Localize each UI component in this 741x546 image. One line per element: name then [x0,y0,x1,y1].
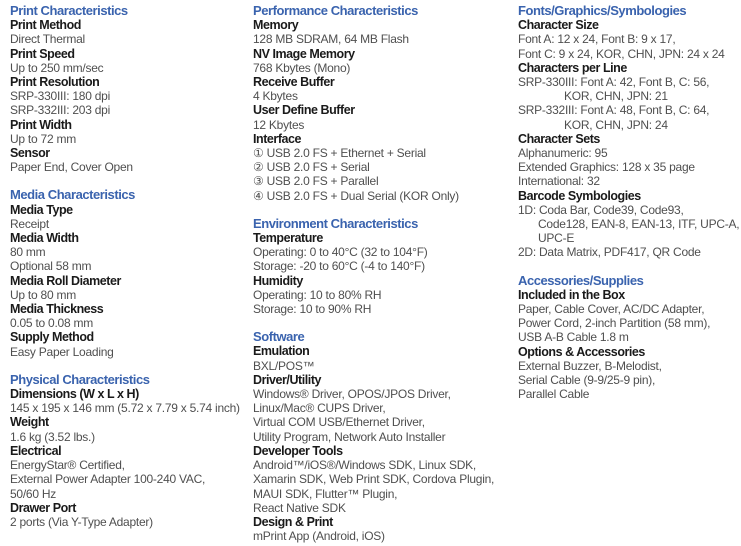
spec-value-line: External Power Adapter 100-240 VAC, [10,472,206,487]
spec-label: Humidity [253,273,303,288]
spec-value-line: Power Cord, 2-inch Partition (58 mm), [518,316,711,331]
spec-value-line: 80 mm [10,245,46,260]
spec-value-line: Receipt [10,216,49,231]
spec-value-line: EnergyStar® Certified, [10,458,125,473]
spec-value-line: Up to 72 mm [10,131,76,146]
spec-value-line: Utility Program, Network Auto Installer [253,429,446,444]
spec-value-line: 2 ports (Via Y-Type Adapter) [10,514,153,529]
spec-section [10,373,253,529]
spec-value-line: Operating: 10 to 80% RH [253,287,382,302]
spec-label: Print Width [10,117,72,132]
spec-column-right [518,4,741,415]
spec-label: Design & Print [253,514,333,529]
spec-label: Character Sets [518,131,600,146]
spec-value-line: SRP-332III: 203 dpi [10,103,110,118]
spec-label: Characters per Line [518,60,627,75]
spec-value-line: Operating: 0 to 40°C (32 to 104°F) [253,245,428,260]
spec-section [518,274,741,402]
section-title: Media Characteristics [10,187,135,203]
spec-label: Interface [253,131,302,146]
spec-value-line: USB A-B Cable 1.8 m [518,330,629,345]
spec-value-line: ② USB 2.0 FS + Serial [253,160,370,175]
spec-value-line: Code128, EAN-8, EAN-13, ITF, UPC-A, [538,217,740,232]
spec-column-left [10,4,253,543]
spec-label: Drawer Port [10,500,76,515]
spec-value-line: SRP-330III: 180 dpi [10,89,110,104]
spec-label: Media Thickness [10,302,104,317]
spec-value-line: 2D: Data Matrix, PDF417, QR Code [518,245,701,260]
spec-value-line: 768 Kbytes (Mono) [253,60,351,75]
section-title: Accessories/Supplies [518,272,644,288]
spec-label: Developer Tools [253,443,343,458]
spec-section [10,4,253,174]
spec-label: Weight [10,415,49,430]
spec-label: Electrical [10,443,62,458]
section-title: Performance Characteristics [253,3,418,18]
section-title: Fonts/Graphics/Symbologies [518,3,687,18]
spec-value-line: ① USB 2.0 FS + Ethernet + Serial [253,146,426,161]
spec-value-line: ④ USB 2.0 FS + Dual Serial (KOR Only) [253,188,459,203]
spec-label: Options & Accessories [518,344,645,359]
spec-value-line: 0.05 to 0.08 mm [10,316,93,331]
spec-label: Media Type [10,202,73,217]
spec-value-line: SRP-330III: Font A: 42, Font B, C: 56, [518,75,710,90]
spec-value-line: Android™/iOS®/Windows SDK, Linux SDK, [253,458,477,473]
spec-value-line: Linux/Mac® CUPS Driver, [253,401,386,416]
spec-label: Dimensions (W x L x H) [10,387,139,402]
spec-value-line: KOR, CHN, JPN: 24 [564,117,668,132]
spec-value-line: Alphanumeric: 95 [518,146,608,161]
spec-value-line: SRP-332III: Font A: 48, Font B, C: 64, [518,103,710,118]
spec-value-line: Extended Graphics: 128 x 35 page [518,160,695,175]
spec-value-line: KOR, CHN, JPN: 21 [564,89,668,104]
spec-value-line: 4 Kbytes [253,89,298,104]
spec-section [253,4,511,203]
spec-value-line: Easy Paper Loading [10,344,114,359]
section-title: Environment Characteristics [253,215,418,231]
spec-value-line: Up to 80 mm [10,287,76,302]
spec-value-line: React Native SDK [253,500,346,515]
spec-label: Barcode Symbologies [518,188,641,203]
spec-value-line: International: 32 [518,174,600,189]
spec-section [518,4,741,260]
spec-value-line: MAUI SDK, Flutter™ Plugin, [253,486,398,501]
spec-value-line: Optional 58 mm [10,259,92,274]
spec-label: Memory [253,18,299,33]
spec-value-line: Paper, Cable Cover, AC/DC Adapter, [518,302,705,317]
spec-value-line: Font A: 12 x 24, Font B: 9 x 17, [518,32,676,47]
spec-label: Emulation [253,344,310,359]
spec-section [253,330,511,543]
spec-section [253,217,511,316]
spec-value-line: 128 MB SDRAM, 64 MB Flash [253,32,409,47]
spec-label: User Define Buffer [253,103,355,118]
spec-value-line: Windows® Driver, OPOS/JPOS Driver, [253,387,451,402]
spec-value-line: External Buzzer, B-Melodist, [518,358,662,373]
spec-value-line: 12 Kbytes [253,117,305,132]
spec-label: Character Size [518,18,599,33]
spec-value-line: mPrint App (Android, iOS) [253,529,385,544]
spec-column-middle [253,4,511,546]
spec-value-line: Font C: 9 x 24, KOR, CHN, JPN: 24 x 24 [518,46,725,61]
spec-value-line: Paper End, Cover Open [10,160,133,175]
spec-value-line: Xamarin SDK, Web Print SDK, Cordova Plugin, [253,472,495,487]
spec-label: Media Width [10,231,79,246]
spec-value-line: 1.6 kg (3.52 lbs.) [10,429,95,444]
spec-label: NV Image Memory [253,46,355,61]
spec-value-line: 1D: Coda Bar, Code39, Code93, [518,202,684,217]
spec-label: Print Resolution [10,75,100,90]
spec-value-line: BXL/POS™ [253,358,315,373]
spec-label: Driver/Utility [253,372,322,387]
spec-label: Supply Method [10,330,94,345]
spec-label: Media Roll Diameter [10,273,121,288]
spec-section [10,188,253,358]
spec-value-line: Direct Thermal [10,32,85,47]
spec-value-line: Storage: 10 to 90% RH [253,302,372,317]
spec-value-line: Serial Cable (9-9/25-9 pin), [518,373,656,388]
spec-value-line: 145 x 195 x 146 mm (5.72 x 7.79 x 5.74 inch) [10,401,240,416]
spec-label: Temperature [253,231,323,246]
section-title: Print Characteristics [10,3,128,18]
spec-value-line: Parallel Cable [518,387,590,402]
spec-label: Sensor [10,146,50,161]
section-title: Physical Characteristics [10,371,150,387]
spec-label: Receive Buffer [253,75,335,90]
spec-value-line: 50/60 Hz [10,486,57,501]
spec-value-line: ③ USB 2.0 FS + Parallel [253,174,379,189]
spec-value-line: Storage: -20 to 60°C (-4 to 140°F) [253,259,425,274]
spec-value-line: Virtual COM USB/Ethernet Driver, [253,415,425,430]
spec-label: Print Speed [10,46,75,61]
spec-label: Print Method [10,18,81,33]
spec-label: Included in the Box [518,287,625,302]
spec-value-line: Up to 250 mm/sec [10,60,104,75]
section-title: Software [253,329,305,345]
spec-value-line: UPC-E [538,231,575,246]
